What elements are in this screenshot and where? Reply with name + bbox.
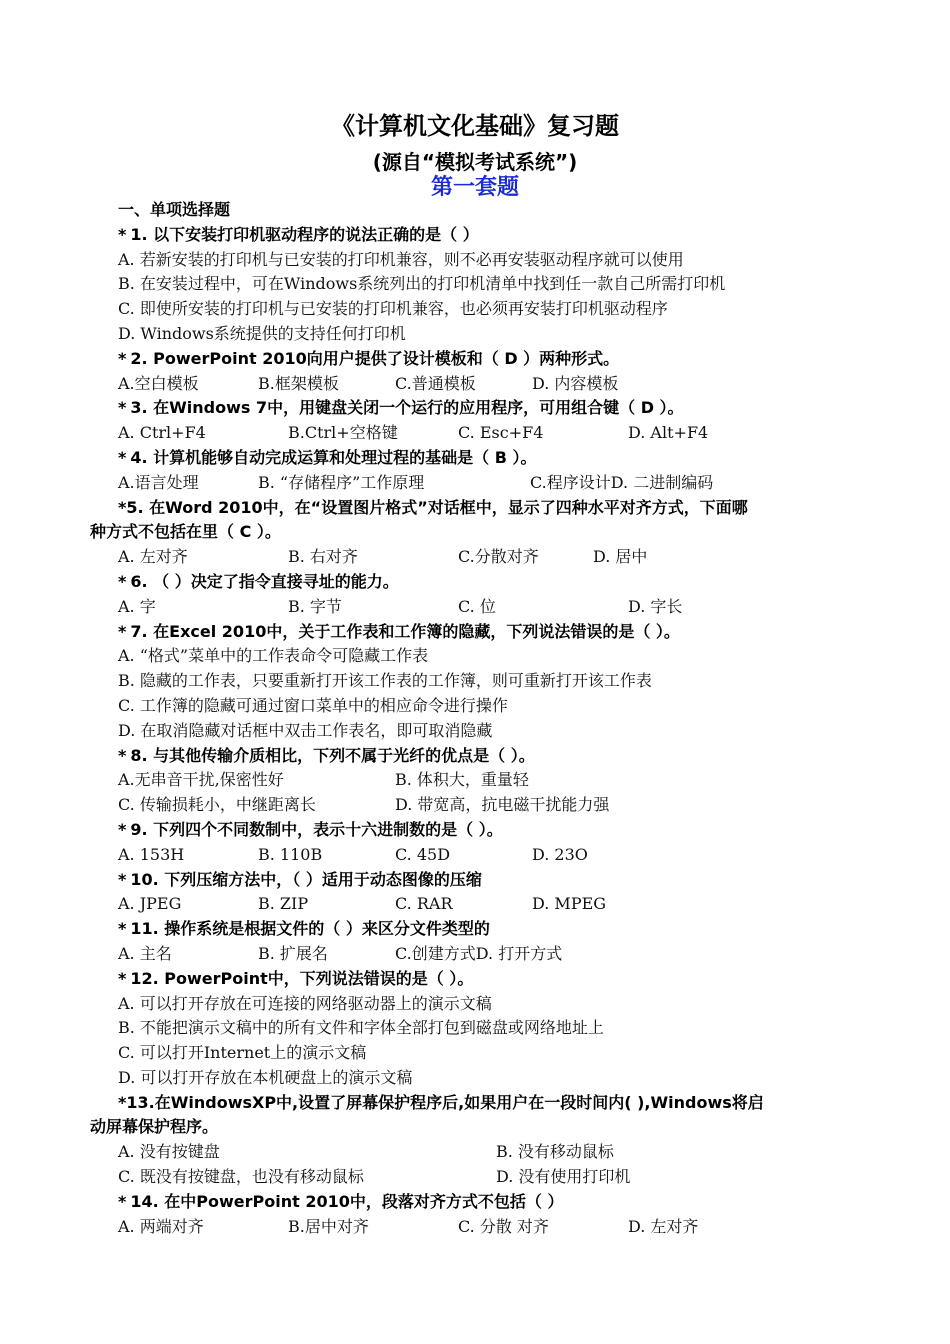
- document-title: 《计算机文化基础》复习题: [331, 112, 619, 140]
- option: B. 扩展名: [258, 943, 328, 963]
- option: C. RAR: [395, 894, 453, 914]
- option: A.语言处理: [118, 472, 199, 492]
- option: B. 隐藏的工作表，只要重新打开该工作表的工作簿，则可重新打开该工作表: [118, 671, 652, 691]
- option: B. 字节: [288, 596, 342, 616]
- option: A. “格式”菜单中的工作表命令可隐藏工作表: [118, 646, 429, 666]
- question-stem: * 1. 以下安装打印机驱动程序的说法正确的是（ ）: [118, 224, 479, 244]
- option: A. 主名: [118, 943, 172, 963]
- option-row: [118, 793, 863, 818]
- option: D. 内容模板: [532, 373, 619, 393]
- option: C. 既没有按键盘，也没有移动鼠标: [118, 1167, 364, 1187]
- option: B. “存储程序”工作原理: [258, 472, 425, 492]
- option: B.Ctrl+空格键: [288, 423, 398, 443]
- question-stem: *13.在WindowsXP中,设置了屏幕保护程序后,如果用户在一段时间内( ),Windows将启 动屏幕保护程序。: [90, 1092, 764, 1137]
- option: A. 可以打开存放在可连接的网络驱动器上的演示文稿: [118, 993, 492, 1013]
- option: A. 左对齐: [118, 547, 188, 567]
- option: D. 可以打开存放在本机硬盘上的演示文稿: [118, 1067, 413, 1087]
- option: B. 右对齐: [288, 547, 358, 567]
- option: D. Windows系统提供的支持任何打印机: [118, 323, 406, 343]
- question-stem: * 2. PowerPoint 2010向用户提供了设计模板和（ D ）两种形式。: [118, 348, 620, 368]
- option: D. 在取消隐藏对话框中双击工作表名，即可取消隐藏: [118, 720, 493, 740]
- question-stem: * 3. 在Windows 7中，用键盘关闭一个运行的应用程序，可用组合键（ D ）。: [118, 398, 684, 418]
- option: D. 没有使用打印机: [496, 1167, 631, 1187]
- option: B. 110B: [258, 844, 323, 864]
- option-row: [118, 421, 863, 446]
- question-stem: * 9. 下列四个不同数制中，表示十六进制数的是（ ）。: [118, 819, 503, 839]
- option-row: [118, 1140, 863, 1165]
- option: A. JPEG: [118, 894, 182, 914]
- option: A. 若新安装的打印机与已安装的打印机兼容，则不必再安装驱动程序就可以使用: [118, 249, 684, 269]
- option: C.分散对齐: [458, 547, 539, 567]
- section-heading: 一、单项选择题: [118, 200, 231, 219]
- option: A. 没有按键盘: [118, 1142, 220, 1162]
- question-stem: * 6. （ ）决定了指令直接寻址的能力。: [118, 571, 399, 591]
- option: C. 可以打开Internet上的演示文稿: [118, 1043, 367, 1063]
- option: B. 在安装过程中，可在Windows系统列出的打印机清单中找到任一款自己所需打印机: [118, 274, 726, 294]
- option: C. Esc+F4: [458, 423, 544, 443]
- option: D. 居中: [593, 547, 648, 567]
- option: D. 左对齐: [628, 1216, 699, 1236]
- option: A.空白模板: [118, 373, 199, 393]
- option-row: [118, 545, 863, 570]
- question-stem: * 8. 与其他传输介质相比，下列不属于光纤的优点是（ ）。: [118, 745, 535, 765]
- option: C. 分散 对齐: [458, 1216, 549, 1236]
- option: B. 体积大，重量轻: [395, 770, 529, 790]
- option-row: [118, 1215, 863, 1240]
- option: A. Ctrl+F4: [118, 423, 206, 443]
- option: C. 传输损耗小，中继距离长: [118, 795, 316, 815]
- option: A. 两端对齐: [118, 1216, 204, 1236]
- option-row: [118, 595, 863, 620]
- option: D. 字长: [628, 596, 683, 616]
- question-stem: * 4. 计算机能够自动完成运算和处理过程的基础是（ B ）。: [118, 447, 537, 467]
- document-subtitle: (源自“模拟考试系统”): [372, 150, 578, 174]
- option-row: [118, 942, 863, 967]
- option: D. Alt+F4: [628, 423, 709, 443]
- question-stem: * 12. PowerPoint中，下列说法错误的是（ ）。: [118, 968, 474, 988]
- option-row: [118, 892, 863, 917]
- option: D. 23O: [532, 844, 588, 864]
- option: C. 即使所安装的打印机与已安装的打印机兼容，也必须再安装打印机驱动程序: [118, 299, 668, 319]
- question-list: [90, 198, 863, 1239]
- option: D. 带宽高，抗电磁干扰能力强: [395, 795, 610, 815]
- option: B. 没有移动鼠标: [496, 1142, 614, 1162]
- option: C.创建方式D. 打开方式: [395, 943, 563, 963]
- set-title: 第一套题: [430, 175, 519, 200]
- option: C. 45D: [395, 844, 451, 864]
- question-stem: * 7. 在Excel 2010中，关于工作表和工作簿的隐藏，下列说法错误的是（ ）。: [118, 621, 680, 641]
- option-row: [118, 843, 863, 868]
- question-stem: * 10. 下列压缩方法中，（ ）适用于动态图像的压缩: [118, 869, 482, 889]
- option: A. 153H: [118, 844, 185, 864]
- question-stem: *5. 在Word 2010中，在“设置图片格式”对话框中，显示了四种水平对齐方式，下面哪 种方式不包括在里（ C ）。: [90, 497, 748, 542]
- option: B.框架模板: [258, 373, 339, 393]
- option: B.居中对齐: [288, 1216, 369, 1236]
- option: B. 不能把演示文稿中的所有文件和字体全部打包到磁盘或网络地址上: [118, 1018, 604, 1038]
- option: C. 位: [458, 596, 496, 616]
- option: D. MPEG: [532, 894, 607, 914]
- option: C. 工作簿的隐藏可通过窗口菜单中的相应命令进行操作: [118, 695, 508, 715]
- option: C.普通模板: [395, 373, 476, 393]
- option-row: [118, 768, 863, 793]
- option: C.程序设计D. 二进制编码: [530, 472, 714, 492]
- option-row: [118, 372, 863, 397]
- option-row: [118, 1165, 863, 1190]
- option-row: [118, 471, 863, 496]
- question-stem: * 11. 操作系统是根据文件的（ ）来区分文件类型的: [118, 919, 490, 939]
- question-stem: * 14. 在中PowerPoint 2010中，段落对齐方式不包括（ ）: [118, 1191, 564, 1211]
- option: A. 字: [118, 596, 156, 616]
- option: A.无串音干扰,保密性好: [118, 770, 284, 790]
- option: B. ZIP: [258, 894, 309, 914]
